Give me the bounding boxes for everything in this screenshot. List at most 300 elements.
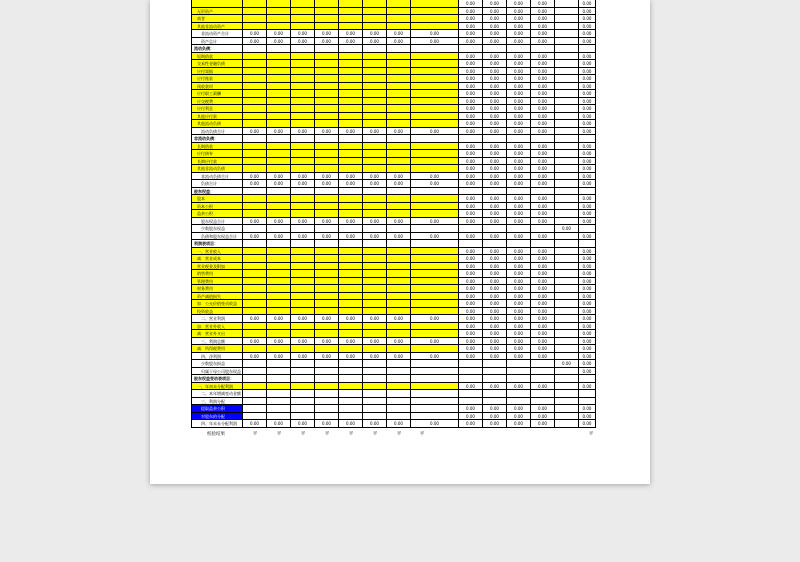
table-cell[interactable]: 0.00	[483, 0, 507, 8]
table-cell[interactable]: 0.00	[483, 323, 507, 331]
table-cell[interactable]: 0.00	[483, 150, 507, 158]
table-cell[interactable]: 0.00	[579, 150, 596, 158]
table-cell[interactable]: 0.00	[579, 98, 596, 106]
table-cell[interactable]: 0.00	[531, 30, 555, 38]
table-cell[interactable]: 0.00	[267, 173, 291, 181]
row-label[interactable]: 股东权益：	[191, 188, 243, 196]
table-cell[interactable]: 0.00	[483, 338, 507, 346]
table-cell[interactable]: 0.00	[507, 255, 531, 263]
table-cell[interactable]: 0.00	[459, 23, 483, 31]
table-cell[interactable]: 0.00	[507, 128, 531, 136]
table-cell[interactable]: 0.00	[507, 270, 531, 278]
table-cell[interactable]: 0.00	[531, 53, 555, 61]
table-cell[interactable]: 0.00	[267, 218, 291, 226]
row-label[interactable]: 加：公允价值变动收益	[191, 300, 243, 308]
row-label[interactable]: 三、利润总额	[191, 338, 243, 346]
table-cell[interactable]: 0.00	[579, 30, 596, 38]
table-cell[interactable]: 0.00	[411, 173, 459, 181]
table-cell[interactable]: 0.00	[363, 315, 387, 323]
table-cell[interactable]: 0.00	[339, 38, 363, 46]
table-cell[interactable]: 0.00	[579, 83, 596, 91]
table-cell[interactable]: 0.00	[531, 405, 555, 413]
table-cell[interactable]: 0.00	[411, 218, 459, 226]
table-cell[interactable]: 0.00	[483, 285, 507, 293]
table-cell[interactable]: 0.00	[507, 345, 531, 353]
table-cell[interactable]: 0.00	[579, 105, 596, 113]
table-cell[interactable]: 0.00	[459, 420, 483, 428]
table-cell[interactable]: 0.00	[291, 353, 315, 361]
table-cell[interactable]: 0.00	[531, 105, 555, 113]
table-cell[interactable]: 0.00	[531, 195, 555, 203]
table-cell[interactable]: 0.00	[363, 233, 387, 241]
table-cell[interactable]: 0.00	[483, 218, 507, 226]
table-cell[interactable]: 0.00	[483, 270, 507, 278]
table-cell[interactable]: 0.00	[459, 278, 483, 286]
table-cell[interactable]: 0.00	[531, 293, 555, 301]
table-cell[interactable]: 0.00	[459, 293, 483, 301]
table-cell[interactable]: 0.00	[531, 68, 555, 76]
table-cell[interactable]: 0.00	[291, 218, 315, 226]
table-cell[interactable]: 0.00	[531, 413, 555, 421]
row-label[interactable]: 一、营业收入	[191, 248, 243, 256]
row-label[interactable]: 二、本年增减变动金额	[191, 390, 243, 398]
table-cell[interactable]: 0.00	[411, 180, 459, 188]
table-cell[interactable]: 0.00	[459, 8, 483, 16]
table-cell[interactable]: 0.00	[579, 360, 596, 368]
table-cell[interactable]: 0.00	[483, 38, 507, 46]
table-cell[interactable]: 0.00	[315, 128, 339, 136]
table-cell[interactable]: 0.00	[579, 300, 596, 308]
table-cell[interactable]: 0.00	[579, 210, 596, 218]
table-cell[interactable]: 0.00	[579, 330, 596, 338]
row-label[interactable]: 应付账款	[191, 75, 243, 83]
table-cell[interactable]: 0.00	[459, 38, 483, 46]
table-cell[interactable]: 0.00	[507, 420, 531, 428]
row-label[interactable]: 其他流动负债	[191, 120, 243, 128]
table-cell[interactable]: 0.00	[315, 218, 339, 226]
table-cell[interactable]: 0.00	[507, 90, 531, 98]
table-cell[interactable]: 0.00	[339, 338, 363, 346]
table-cell[interactable]: 0.00	[459, 143, 483, 151]
table-cell[interactable]: 0.00	[507, 180, 531, 188]
table-cell[interactable]: 0.00	[483, 105, 507, 113]
table-cell[interactable]: 0.00	[243, 233, 267, 241]
table-cell[interactable]: 0.00	[507, 83, 531, 91]
table-cell[interactable]: 0.00	[579, 255, 596, 263]
table-cell[interactable]: 0.00	[243, 180, 267, 188]
table-cell[interactable]: 0.00	[579, 15, 596, 23]
table-cell[interactable]: 0.00	[579, 323, 596, 331]
table-cell[interactable]: 0.00	[483, 143, 507, 151]
table-cell[interactable]: 0.00	[459, 105, 483, 113]
table-cell[interactable]: 0.00	[579, 368, 596, 376]
table-cell[interactable]: 0.00	[531, 308, 555, 316]
table-cell[interactable]: 0.00	[291, 338, 315, 346]
table-cell[interactable]: 0.00	[579, 143, 596, 151]
table-cell[interactable]: 0.00	[579, 128, 596, 136]
row-label[interactable]: 资产总计	[191, 38, 243, 46]
table-cell[interactable]: 0.00	[507, 338, 531, 346]
table-cell[interactable]: 0.00	[507, 203, 531, 211]
table-cell[interactable]: 0.00	[531, 270, 555, 278]
table-cell[interactable]: 0.00	[483, 113, 507, 121]
table-cell[interactable]: 0.00	[483, 75, 507, 83]
table-cell[interactable]: 0.00	[339, 30, 363, 38]
table-cell[interactable]: 0.00	[483, 293, 507, 301]
table-cell[interactable]: 0.00	[267, 233, 291, 241]
table-cell[interactable]: 0.00	[387, 315, 411, 323]
row-label[interactable]: 盈余公积	[191, 210, 243, 218]
table-cell[interactable]: 0.00	[483, 308, 507, 316]
table-cell[interactable]: 0.00	[243, 338, 267, 346]
table-cell[interactable]: 0.00	[507, 173, 531, 181]
table-cell[interactable]: 0.00	[387, 420, 411, 428]
table-cell[interactable]: 0.00	[483, 120, 507, 128]
table-cell[interactable]: 0.00	[483, 233, 507, 241]
table-cell[interactable]: 0.00	[483, 248, 507, 256]
table-cell[interactable]: 0.00	[531, 75, 555, 83]
table-cell[interactable]: 0.00	[579, 278, 596, 286]
table-cell[interactable]: 0.00	[579, 338, 596, 346]
table-cell[interactable]: 0.00	[387, 173, 411, 181]
row-label[interactable]: 资产减值损失	[191, 293, 243, 301]
table-cell[interactable]: 0.00	[459, 158, 483, 166]
table-cell[interactable]: 0.00	[291, 128, 315, 136]
row-label[interactable]: 一、年初未分配利润	[191, 383, 243, 391]
table-cell[interactable]: 0.00	[459, 210, 483, 218]
table-cell[interactable]: 0.00	[531, 263, 555, 271]
table-cell[interactable]: 0.00	[531, 180, 555, 188]
table-cell[interactable]: 0.00	[243, 30, 267, 38]
table-cell[interactable]: 0.00	[483, 278, 507, 286]
table-cell[interactable]: 0.00	[483, 98, 507, 106]
table-cell[interactable]: 0.00	[459, 270, 483, 278]
table-cell[interactable]: 0.00	[363, 180, 387, 188]
table-cell[interactable]: 0.00	[483, 353, 507, 361]
table-cell[interactable]: 0.00	[483, 90, 507, 98]
table-cell[interactable]: 0.00	[507, 323, 531, 331]
table-cell[interactable]: 0.00	[531, 353, 555, 361]
table-cell[interactable]: 0.00	[387, 38, 411, 46]
table-cell[interactable]	[555, 420, 579, 428]
table-cell[interactable]: 0.00	[531, 113, 555, 121]
table-cell[interactable]: 0.00	[459, 405, 483, 413]
table-cell[interactable]: 0.00	[483, 195, 507, 203]
row-label[interactable]: 流动负债合计	[191, 128, 243, 136]
table-cell[interactable]: 0.00	[531, 8, 555, 16]
table-cell[interactable]: 0.00	[579, 413, 596, 421]
table-cell[interactable]: 0.00	[531, 420, 555, 428]
table-cell[interactable]: 0.00	[387, 218, 411, 226]
table-cell[interactable]: 0.00	[459, 60, 483, 68]
table-cell[interactable]: 0.00	[531, 60, 555, 68]
table-cell[interactable]: 0.00	[507, 195, 531, 203]
row-label[interactable]: 投资收益	[191, 308, 243, 316]
row-label[interactable]: 其他应付款	[191, 113, 243, 121]
table-cell[interactable]: 0.00	[363, 30, 387, 38]
table-cell[interactable]: 0.00	[291, 233, 315, 241]
table-cell[interactable]: 0.00	[531, 203, 555, 211]
table-cell[interactable]: 0.00	[339, 233, 363, 241]
table-cell[interactable]: 0.00	[507, 248, 531, 256]
table-cell[interactable]: 0.00	[531, 38, 555, 46]
row-label[interactable]: 短期借款	[191, 53, 243, 61]
table-cell[interactable]: 0.00	[579, 405, 596, 413]
table-cell[interactable]: 0.00	[531, 143, 555, 151]
table-cell[interactable]: 0.00	[363, 338, 387, 346]
table-cell[interactable]: 0.00	[483, 420, 507, 428]
table-cell[interactable]: 0.00	[579, 8, 596, 16]
table-cell[interactable]: 0.00	[459, 75, 483, 83]
table-cell[interactable]: 0.00	[579, 120, 596, 128]
table-cell[interactable]: 0.00	[267, 38, 291, 46]
table-cell[interactable]: 0.00	[267, 420, 291, 428]
row-label[interactable]: 股本	[191, 195, 243, 203]
table-cell[interactable]: 0.00	[243, 38, 267, 46]
table-cell[interactable]: 0.00	[483, 180, 507, 188]
table-cell[interactable]: 0.00	[531, 83, 555, 91]
table-cell[interactable]: 0.00	[483, 383, 507, 391]
table-cell[interactable]: 0.00	[411, 38, 459, 46]
table-cell[interactable]: 0.00	[459, 255, 483, 263]
row-label[interactable]: 非流动资产合计	[191, 30, 243, 38]
table-cell[interactable]: 0.00	[507, 15, 531, 23]
table-cell[interactable]: 0.00	[507, 120, 531, 128]
table-cell[interactable]: 0.00	[507, 38, 531, 46]
table-cell[interactable]: 0.00	[387, 338, 411, 346]
table-cell[interactable]: 0.00	[507, 60, 531, 68]
row-label[interactable]: 应付利息	[191, 105, 243, 113]
table-cell[interactable]: 0.00	[339, 420, 363, 428]
row-label[interactable]: 应付债券	[191, 150, 243, 158]
table-cell[interactable]: 0.00	[459, 315, 483, 323]
table-cell[interactable]: 0.00	[411, 233, 459, 241]
table-cell[interactable]: 0.00	[507, 53, 531, 61]
table-cell[interactable]: 0.00	[531, 300, 555, 308]
table-cell[interactable]: 0.00	[483, 263, 507, 271]
table-cell[interactable]: 0.00	[459, 323, 483, 331]
table-cell[interactable]: 0.00	[531, 120, 555, 128]
table-cell[interactable]: 0.00	[531, 285, 555, 293]
table-cell[interactable]: 0.00	[411, 420, 459, 428]
table-cell[interactable]: 0.00	[507, 233, 531, 241]
table-cell[interactable]: 0.00	[483, 8, 507, 16]
table-cell[interactable]: 0.00	[579, 38, 596, 46]
table-cell[interactable]: 0.00	[483, 53, 507, 61]
table-cell[interactable]: 0.00	[267, 128, 291, 136]
table-cell[interactable]: 0.00	[459, 113, 483, 121]
table-cell[interactable]: 0.00	[531, 128, 555, 136]
table-cell[interactable]: 0.00	[459, 53, 483, 61]
table-cell[interactable]: 0.00	[339, 353, 363, 361]
table-cell[interactable]: 0.00	[579, 420, 596, 428]
row-label[interactable]: 股东权益变动表项目：	[191, 375, 243, 383]
table-cell[interactable]: 0.00	[267, 353, 291, 361]
table-cell[interactable]: 0.00	[507, 263, 531, 271]
table-cell[interactable]: 0.00	[363, 420, 387, 428]
row-label[interactable]: 四、年末未分配利润	[191, 420, 243, 428]
row-label[interactable]: 商誉	[191, 15, 243, 23]
table-cell[interactable]: 0.00	[579, 270, 596, 278]
table-cell[interactable]: 0.00	[387, 233, 411, 241]
table-cell[interactable]: 0.00	[531, 158, 555, 166]
table-cell[interactable]: 0.00	[507, 285, 531, 293]
row-label[interactable]: 其他非流动资产	[191, 23, 243, 31]
row-label[interactable]: 营业税金及附加	[191, 263, 243, 271]
table-cell[interactable]: 0.00	[483, 300, 507, 308]
table-cell[interactable]: 0.00	[363, 173, 387, 181]
table-cell[interactable]: 0.00	[315, 353, 339, 361]
row-label[interactable]: 其他非流动负债	[191, 165, 243, 173]
table-cell[interactable]: 0.00	[531, 15, 555, 23]
row-label[interactable]: 利润表项目：	[191, 240, 243, 248]
table-cell[interactable]: 0.00	[459, 203, 483, 211]
row-label[interactable]: 长期借款	[191, 143, 243, 151]
table-cell[interactable]: 0.00	[459, 180, 483, 188]
row-label[interactable]: 少数股东权益	[191, 225, 243, 233]
table-cell[interactable]: 0.00	[459, 338, 483, 346]
table-cell[interactable]: 0.00	[483, 30, 507, 38]
row-label[interactable]: 财务费用	[191, 285, 243, 293]
table-cell[interactable]: 0.00	[387, 30, 411, 38]
table-cell[interactable]: 0.00	[459, 165, 483, 173]
row-label[interactable]: 管理费用	[191, 278, 243, 286]
table-cell[interactable]: 0.00	[579, 233, 596, 241]
table-cell[interactable]: 0.00	[291, 420, 315, 428]
table-cell[interactable]: 0.00	[579, 293, 596, 301]
table-cell[interactable]: 0.00	[363, 218, 387, 226]
table-cell[interactable]: 0.00	[243, 218, 267, 226]
table-cell[interactable]: 0.00	[579, 23, 596, 31]
table-cell[interactable]: 0.00	[315, 180, 339, 188]
table-cell[interactable]: 0.00	[507, 0, 531, 8]
table-cell[interactable]: 0.00	[531, 233, 555, 241]
table-cell[interactable]: 0.00	[507, 23, 531, 31]
row-label[interactable]: 对股东的分配	[191, 413, 243, 421]
table-cell[interactable]: 0.00	[579, 60, 596, 68]
table-cell[interactable]: 0.00	[579, 285, 596, 293]
row-label[interactable]: 负债和股东权益合计	[191, 233, 243, 241]
table-cell[interactable]: 0.00	[291, 30, 315, 38]
row-label[interactable]: 预收款项	[191, 83, 243, 91]
table-cell[interactable]: 0.00	[507, 98, 531, 106]
table-cell[interactable]: 0.00	[507, 158, 531, 166]
table-cell[interactable]: 0.00	[483, 60, 507, 68]
table-cell[interactable]: 0.00	[579, 218, 596, 226]
table-cell[interactable]: 0.00	[267, 30, 291, 38]
table-cell[interactable]: 0.00	[315, 38, 339, 46]
table-cell[interactable]: 0.00	[579, 165, 596, 173]
row-label[interactable]: 非流动负债合计	[191, 173, 243, 181]
row-label[interactable]: 二、营业利润	[191, 315, 243, 323]
table-cell[interactable]: 0.00	[507, 278, 531, 286]
table-cell[interactable]: 0.00	[459, 173, 483, 181]
row-label[interactable]: 长期应付款	[191, 158, 243, 166]
table-cell[interactable]: 0.00	[315, 30, 339, 38]
table-cell[interactable]: 0.00	[459, 98, 483, 106]
row-label[interactable]: 交易性金融负债	[191, 60, 243, 68]
table-cell[interactable]: 0.00	[315, 315, 339, 323]
table-cell[interactable]: 0.00	[507, 308, 531, 316]
row-label[interactable]: 少数股东损益	[191, 360, 243, 368]
table-cell[interactable]: 0.00	[507, 150, 531, 158]
table-cell[interactable]: 0.00	[531, 383, 555, 391]
table-cell[interactable]: 0.00	[531, 0, 555, 8]
table-cell[interactable]: 0.00	[459, 195, 483, 203]
table-cell[interactable]: 0.00	[555, 225, 579, 233]
table-cell[interactable]: 0.00	[507, 165, 531, 173]
table-cell[interactable]: 0.00	[483, 413, 507, 421]
row-label[interactable]: 减：营业成本	[191, 255, 243, 263]
table-cell[interactable]: 0.00	[315, 420, 339, 428]
row-label[interactable]: 归属于母公司股东权益	[191, 368, 243, 376]
table-cell[interactable]: 0.00	[579, 315, 596, 323]
table-cell[interactable]: 0.00	[411, 338, 459, 346]
table-cell[interactable]: 0.00	[291, 38, 315, 46]
table-cell[interactable]: 0.00	[243, 128, 267, 136]
row-label[interactable]: 股东权益合计	[191, 218, 243, 226]
table-cell[interactable]: 0.00	[483, 68, 507, 76]
table-cell[interactable]: 0.00	[459, 285, 483, 293]
table-cell[interactable]: 0.00	[339, 315, 363, 323]
table-cell[interactable]: 0.00	[507, 413, 531, 421]
table-cell[interactable]: 0.00	[243, 315, 267, 323]
table-cell[interactable]: 0.00	[243, 173, 267, 181]
row-label[interactable]: 应付职工薪酬	[191, 90, 243, 98]
table-cell[interactable]: 0.00	[291, 315, 315, 323]
table-cell[interactable]: 0.00	[507, 75, 531, 83]
table-cell[interactable]: 0.00	[579, 203, 596, 211]
table-cell[interactable]: 0.00	[459, 345, 483, 353]
table-cell[interactable]: 0.00	[579, 158, 596, 166]
table-cell[interactable]: 0.00	[579, 383, 596, 391]
table-cell[interactable]: 0.00	[411, 30, 459, 38]
table-cell[interactable]: 0.00	[579, 173, 596, 181]
table-cell[interactable]: 0.00	[483, 173, 507, 181]
table-cell[interactable]: 0.00	[507, 353, 531, 361]
row-label[interactable]: 销售费用	[191, 270, 243, 278]
table-cell[interactable]: 0.00	[459, 120, 483, 128]
table-cell[interactable]: 0.00	[507, 300, 531, 308]
table-cell[interactable]: 0.00	[483, 15, 507, 23]
table-cell[interactable]: 0.00	[459, 0, 483, 8]
table-cell[interactable]: 0.00	[483, 255, 507, 263]
table-cell[interactable]: 0.00	[579, 345, 596, 353]
table-cell[interactable]: 0.00	[507, 383, 531, 391]
table-cell[interactable]: 0.00	[531, 278, 555, 286]
table-cell[interactable]: 0.00	[531, 345, 555, 353]
table-cell[interactable]: 0.00	[507, 113, 531, 121]
table-cell[interactable]: 0.00	[459, 150, 483, 158]
table-cell[interactable]: 0.00	[483, 315, 507, 323]
row-label[interactable]: 三、利润分配	[191, 398, 243, 406]
table-cell[interactable]: 0.00	[459, 263, 483, 271]
table-cell[interactable]: 0.00	[483, 330, 507, 338]
table-cell[interactable]: 0.00	[531, 330, 555, 338]
table-cell[interactable]: 0.00	[459, 233, 483, 241]
table-cell[interactable]: 0.00	[315, 338, 339, 346]
table-cell[interactable]: 0.00	[459, 68, 483, 76]
table-cell[interactable]: 0.00	[507, 68, 531, 76]
table-cell[interactable]: 0.00	[531, 150, 555, 158]
table-cell[interactable]: 0.00	[339, 128, 363, 136]
table-cell[interactable]: 0.00	[411, 128, 459, 136]
row-label[interactable]: 流动负债：	[191, 45, 243, 53]
table-cell[interactable]: 0.00	[459, 353, 483, 361]
row-label[interactable]: 减：所得税费用	[191, 345, 243, 353]
row-label[interactable]: 应交税费	[191, 98, 243, 106]
table-cell[interactable]: 0.00	[387, 180, 411, 188]
